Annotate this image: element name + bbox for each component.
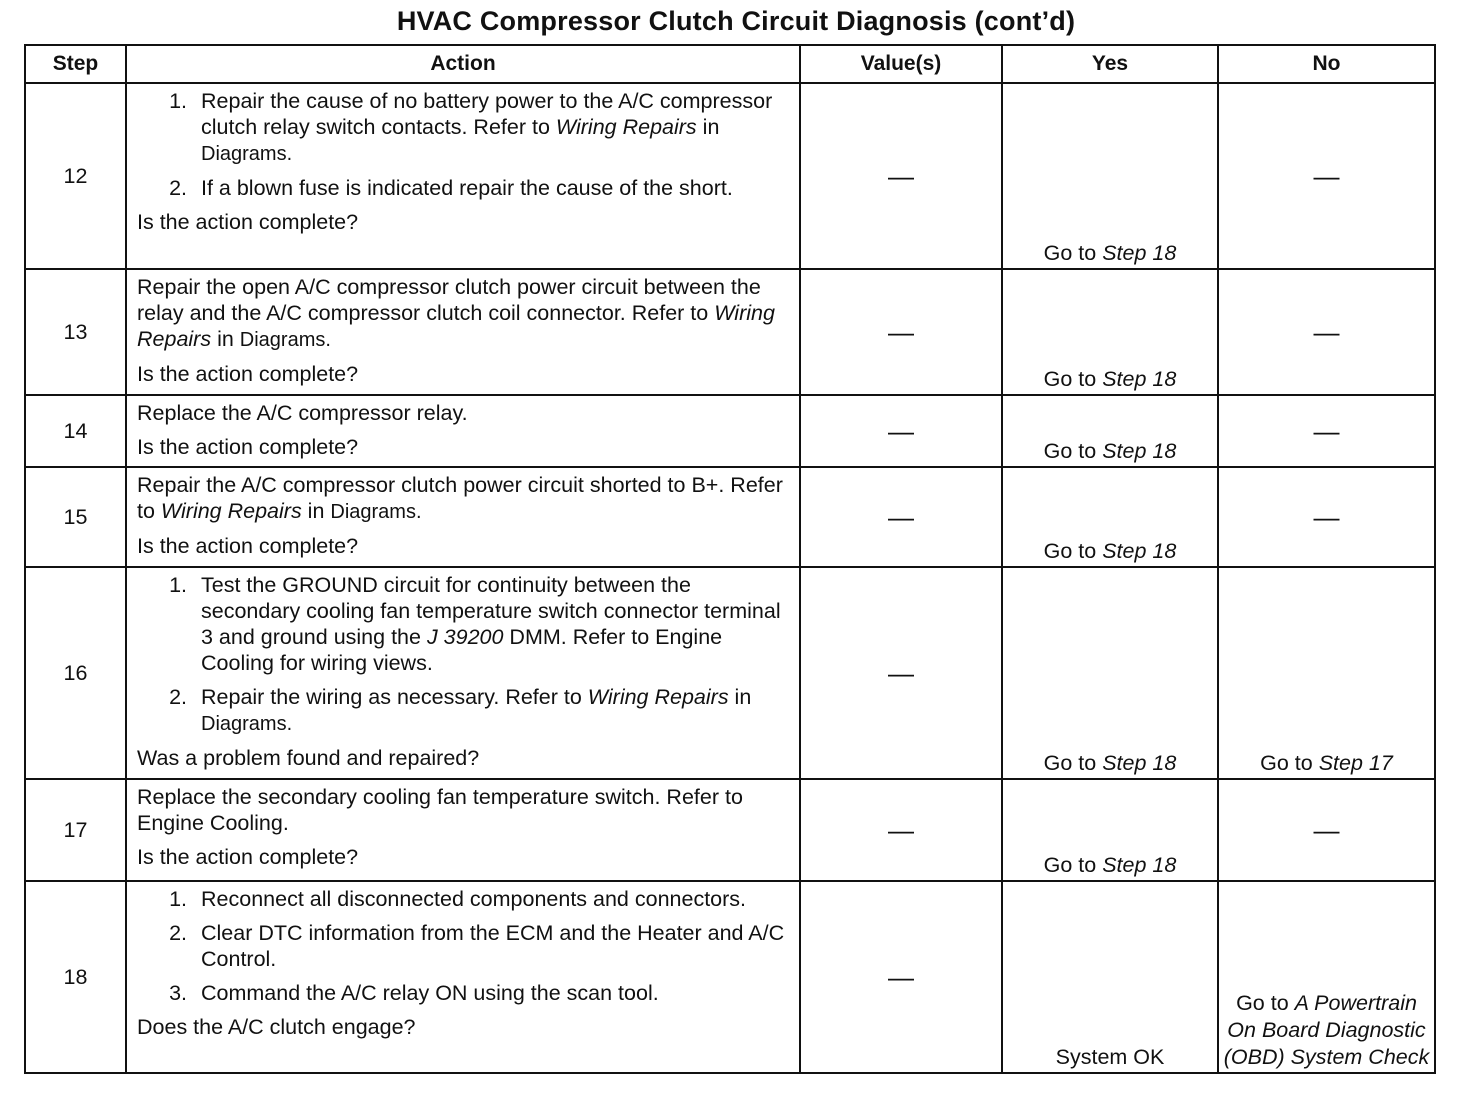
action-text: Repair the open A/C compressor clutch power circuit between the relay and the A/C compressor clutch coil connector. Refer to Wiring Repairs in Diagrams. (137, 275, 775, 351)
header-step: Step (25, 45, 126, 83)
yes-cell: Go to Step 18 (1002, 467, 1218, 567)
yes-cell: System OK (1002, 881, 1218, 1073)
step-reference: Step 18 (1102, 539, 1177, 563)
action-cell (126, 567, 800, 779)
reference-link: Wiring Repairs (555, 115, 697, 139)
reference-link: Wiring Repairs (137, 301, 775, 351)
yes-cell: Go to Step 18 (1002, 269, 1218, 395)
step-reference: A Powertrain On Board Diagnostic (OBD) System Check (1223, 991, 1430, 1069)
header-action: Action (126, 45, 800, 83)
action-question: Is the action complete? (137, 210, 359, 234)
table-row (25, 567, 1435, 779)
tool-reference: J 39200 (426, 625, 504, 649)
reference-link: Wiring Repairs (160, 499, 302, 523)
table-row (25, 269, 1435, 395)
step-reference: Step 17 (1318, 751, 1393, 775)
action-text: Replace the A/C compressor relay. (137, 401, 468, 425)
value-cell: — (800, 881, 1002, 1073)
value-cell: — (800, 779, 1002, 881)
action-cell (126, 779, 800, 881)
action-step: 2. Repair the wiring as necessary. Refer to Wiring Repairs in Diagrams. (193, 684, 789, 737)
table-row (25, 779, 1435, 881)
step-reference: Step 18 (1102, 439, 1177, 463)
value-cell: — (800, 467, 1002, 567)
step-number: 15 (25, 467, 126, 567)
step-number: 14 (25, 395, 126, 467)
yes-cell: Go to Step 18 (1002, 567, 1218, 779)
table-row (25, 881, 1435, 1073)
action-steps (137, 88, 789, 201)
no-cell: — (1218, 269, 1435, 395)
action-step: 2. If a blown fuse is indicated repair the cause of the short. (193, 175, 789, 201)
reference-link: Wiring Repairs (587, 685, 729, 709)
action-question: Is the action complete? (137, 534, 359, 558)
step-reference: Step 18 (1102, 241, 1177, 265)
header-yes: Yes (1002, 45, 1218, 83)
step-reference: Step 18 (1102, 367, 1177, 391)
action-cell (126, 467, 800, 567)
action-step: 2. Clear DTC information from the ECM and the Heater and A/C Control. (193, 920, 789, 972)
table-row (25, 395, 1435, 467)
no-cell: — (1218, 467, 1435, 567)
action-step: 1. Test the GROUND circuit for continuity between the secondary cooling fan temperature switch connector terminal 3 and ground using the J 39200 DMM. Refer to Engine Cooling for wiring views. (193, 572, 789, 676)
action-cell (126, 395, 800, 467)
action-text: Replace the secondary cooling fan temperature switch. Refer to Engine Cooling. (137, 785, 743, 835)
step-number: 13 (25, 269, 126, 395)
no-cell: Go to A Powertrain On Board Diagnostic (OBD) System Check (1218, 881, 1435, 1073)
action-steps (137, 886, 789, 1006)
action-cell (126, 269, 800, 395)
no-cell: — (1218, 395, 1435, 467)
step-number: 18 (25, 881, 126, 1073)
step-number: 16 (25, 567, 126, 779)
action-question: Is the action complete? (137, 845, 359, 869)
yes-cell: Go to Step 18 (1002, 779, 1218, 881)
action-step: 1. Reconnect all disconnected components and connectors. (193, 886, 789, 912)
yes-cell: Go to Step 18 (1002, 395, 1218, 467)
step-reference: Step 18 (1102, 751, 1177, 775)
step-reference: Step 18 (1102, 853, 1177, 877)
action-question: Was a problem found and repaired? (137, 746, 480, 770)
action-question: Is the action complete? (137, 435, 359, 459)
yes-cell: Go to Step 18 (1002, 83, 1218, 269)
table-row (25, 467, 1435, 567)
value-cell: — (800, 269, 1002, 395)
value-cell: — (800, 395, 1002, 467)
action-step: 1. Repair the cause of no battery power to the A/C compressor clutch relay switch contacts. Refer to Wiring Repairs in Diagrams. (193, 88, 789, 167)
diagnosis-table (24, 44, 1436, 1074)
action-steps (137, 572, 789, 737)
no-cell: — (1218, 779, 1435, 881)
action-cell (126, 83, 800, 269)
page-title: HVAC Compressor Clutch Circuit Diagnosis (cont’d) (396, 6, 1076, 36)
no-cell: — (1218, 83, 1435, 269)
header-no: No (1218, 45, 1435, 83)
value-cell: — (800, 83, 1002, 269)
header-row (25, 45, 1435, 83)
action-step: 3. Command the A/C relay ON using the scan tool. (193, 980, 789, 1006)
action-text: Repair the A/C compressor clutch power circuit shorted to B+. Refer to Wiring Repairs in Diagrams. (137, 473, 783, 523)
action-question: Does the A/C clutch engage? (137, 1015, 416, 1039)
step-number: 12 (25, 83, 126, 269)
step-number: 17 (25, 779, 126, 881)
header-values: Value(s) (800, 45, 1002, 83)
table-row (25, 83, 1435, 269)
action-cell (126, 881, 800, 1073)
no-cell: Go to Step 17 (1218, 567, 1435, 779)
value-cell: — (800, 567, 1002, 779)
action-question: Is the action complete? (137, 362, 359, 386)
